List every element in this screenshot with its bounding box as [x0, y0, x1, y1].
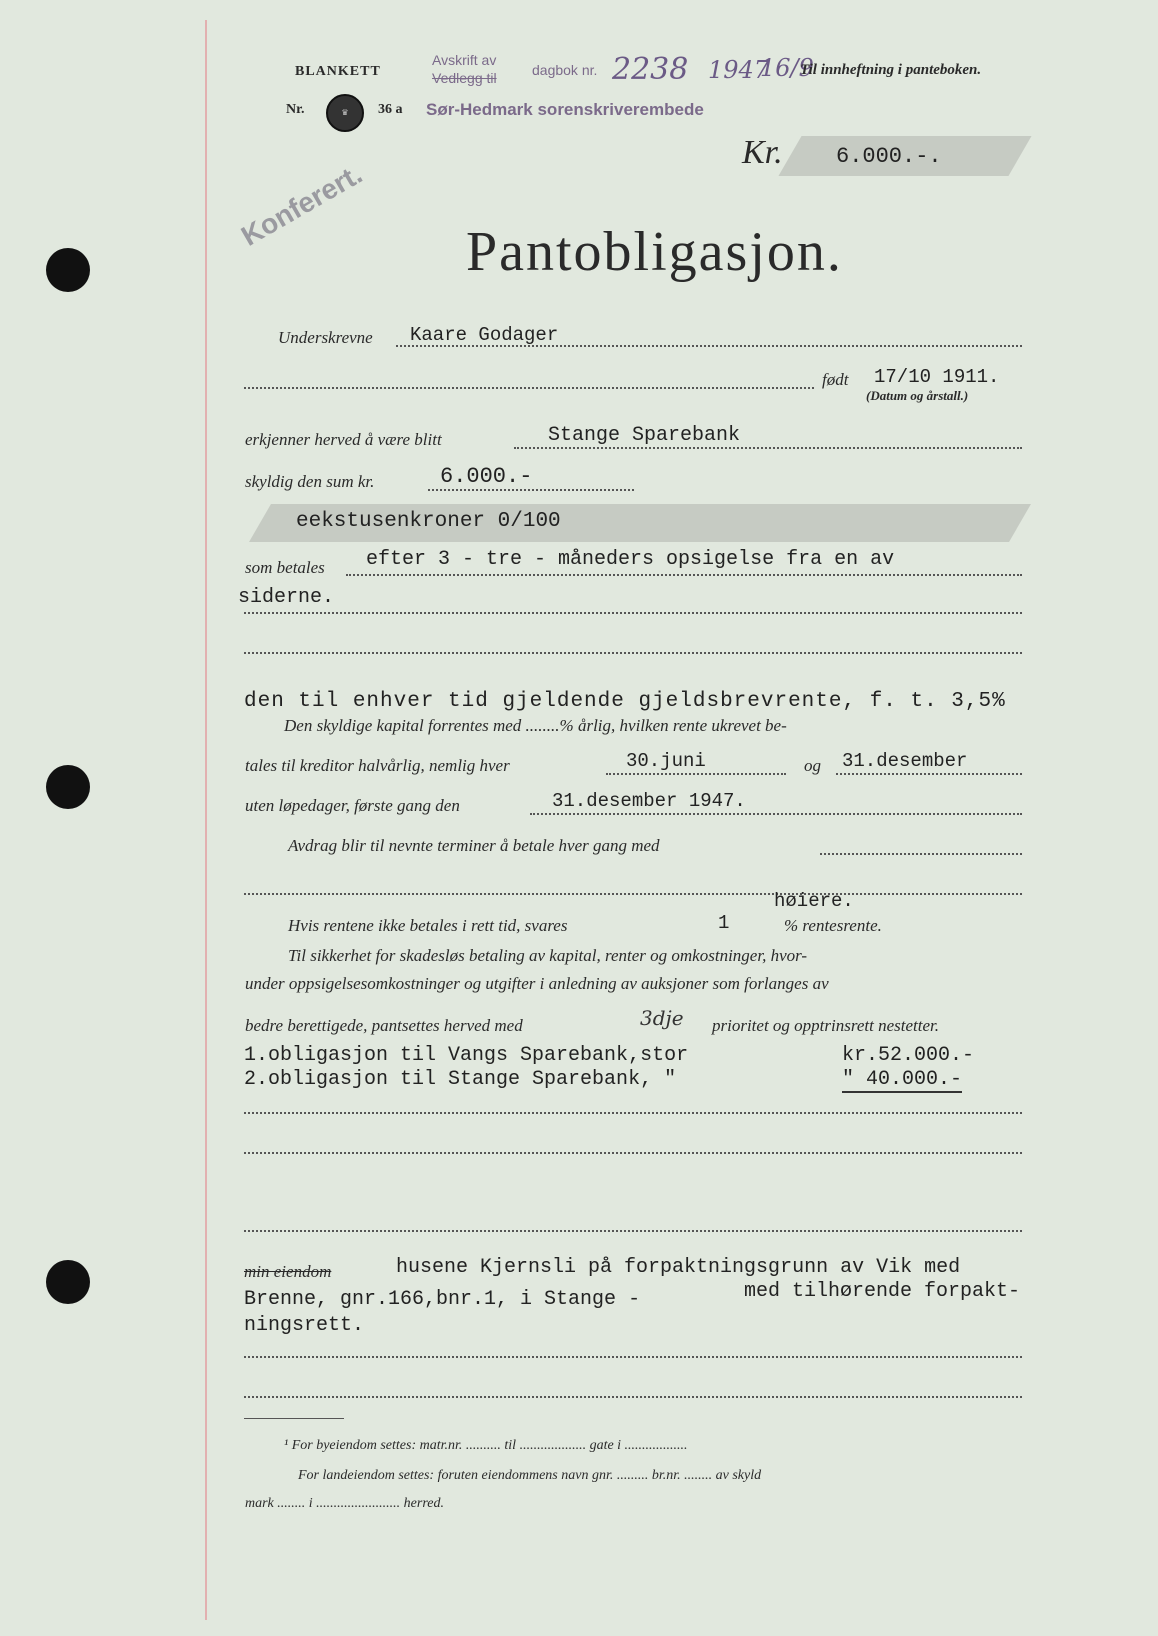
dotted-line — [836, 773, 1022, 775]
page-title: Pantobligasjon. — [466, 221, 843, 283]
security-line-3a: bedre berettigede, pantsettes herved med — [245, 1016, 523, 1035]
dotted-line — [346, 574, 1022, 576]
property-line-1: husene Kjernsli på forpaktningsgrunn av Vik med — [396, 1256, 961, 1279]
property-line-2: Brenne, gnr.166,bnr.1, i Stange - — [244, 1288, 641, 1311]
struck-label: min eiendom — [244, 1262, 332, 1281]
property-line-2b: med tilhørende forpakt- — [744, 1280, 1021, 1303]
innheftning-note: Til innheftning i panteboken. — [800, 62, 982, 78]
dotted-line — [244, 893, 1022, 895]
hoiere-text: høiere. — [774, 890, 854, 912]
avdrag-text: Avdrag blir til nevnte terminer å betale hver gang med — [288, 836, 660, 855]
blankett-label: BLANKETT — [295, 64, 381, 79]
form-number: 36 a — [378, 102, 403, 117]
punch-hole — [46, 765, 90, 809]
dotted-line — [244, 1356, 1022, 1358]
amount-value: 6.000.-. — [836, 144, 942, 169]
fodt-label: født — [822, 370, 849, 389]
dotted-line — [244, 1112, 1022, 1114]
obligation-2-amount: " 40.000.- — [842, 1068, 963, 1091]
dagbok-year: 1947 — [708, 56, 770, 84]
security-line-3b: prioritet og opptrinsrett nestetter. — [712, 1016, 939, 1035]
obligation-2: 2.obligasjon til Stange Sparebank, " — [244, 1068, 677, 1091]
sum-value: 6.000.- — [440, 464, 533, 489]
security-line-1: Til sikkerhet for skadesløs betaling av kapital, renter og omkostninger, hvor- — [288, 946, 808, 965]
dotted-line — [244, 1396, 1022, 1398]
interest-line-1: Den skyldige kapital forrentes med ........% årlig, hvilken rente ukrevet be- — [284, 716, 787, 735]
property-line-3: ningsrett. — [244, 1314, 365, 1337]
dotted-line — [244, 1230, 1022, 1232]
dotted-line — [514, 447, 1022, 449]
konferert-stamp: Konferert. — [236, 158, 368, 252]
dagbok-number: 2238 — [612, 52, 689, 87]
rente-text-a: Hvis rentene ikke betales i rett tid, svares — [288, 916, 568, 935]
date-hint: (Datum og årstall.) — [866, 388, 969, 403]
interest-line-3: uten løpedager, første gang den — [245, 796, 460, 815]
kr-label: Kr. — [742, 134, 783, 171]
interest-date-2: 31.desember — [842, 750, 968, 772]
obligation-1-amount: kr.52.000.- — [842, 1044, 975, 1067]
interest-line-2: tales til kreditor halvårlig, nemlig hver — [245, 756, 510, 775]
birth-date: 17/10 1911. — [874, 366, 1000, 388]
sum-label: skyldig den sum kr. — [245, 472, 375, 491]
dotted-line — [244, 612, 1022, 614]
security-line-2: under oppsigelsesomkostninger og utgifter i anledning av auksjoner som forlanges av — [245, 974, 829, 993]
dotted-line — [606, 773, 786, 775]
footnote-line-3: mark ........ i ........................ herred. — [245, 1496, 444, 1511]
nr-label: Nr. — [286, 102, 305, 117]
interest-rate-text: den til enhver tid gjeldende gjeldsbrevrente, f. t. 3,5% — [244, 690, 1006, 713]
rente-text-b: % rentesrente. — [784, 916, 882, 935]
creditor-label: erkjenner herved å være blitt — [245, 430, 442, 449]
dagbok-label: dagbok nr. — [532, 62, 598, 78]
dotted-line — [244, 652, 1022, 654]
dotted-line — [428, 489, 634, 491]
creditor-name: Stange Sparebank — [548, 424, 741, 447]
rente-value: 1 — [718, 912, 730, 934]
payment-terms-1: efter 3 - tre - måneders opsigelse fra en av — [366, 548, 895, 571]
debtor-name: Kaare Godager — [410, 324, 559, 346]
first-payment-date: 31.desember 1947. — [552, 790, 746, 812]
dotted-line — [820, 853, 1022, 855]
payment-label: som betales — [245, 558, 325, 577]
footnote-rule — [244, 1418, 344, 1419]
office-stamp: Sør-Hedmark sorenskriverembede — [426, 100, 704, 119]
margin-line — [205, 20, 207, 1620]
payment-terms-2: siderne. — [238, 586, 335, 609]
dotted-line — [530, 813, 1022, 815]
footnote-line-2: For landeiendom settes: foruten eiendommens navn gnr. ......... br.nr. ........ av skyld — [298, 1468, 762, 1483]
dagbok-date: 16/9 — [760, 54, 814, 82]
crown-seal-icon: ♛ — [326, 94, 364, 132]
og-label: og — [804, 756, 821, 775]
sum-words: eekstusenkroner 0/100 — [296, 510, 561, 533]
punch-hole — [46, 1260, 90, 1304]
footnote-line-1: ¹ For byeiendom settes: matr.nr. .......... til ................... gate i .................. — [284, 1438, 688, 1453]
priority-value: 3dje — [640, 1006, 684, 1030]
dotted-line — [244, 1152, 1022, 1154]
punch-hole — [46, 248, 90, 292]
vedlegg-label: Vedlegg til — [432, 70, 497, 86]
avskrift-label: Avskrift av — [432, 52, 497, 68]
obligation-1: 1.obligasjon til Vangs Sparebank,stor — [244, 1044, 689, 1067]
interest-date-1: 30.juni — [626, 750, 706, 772]
dotted-line — [244, 387, 814, 389]
debtor-label: Underskrevne — [278, 328, 373, 347]
